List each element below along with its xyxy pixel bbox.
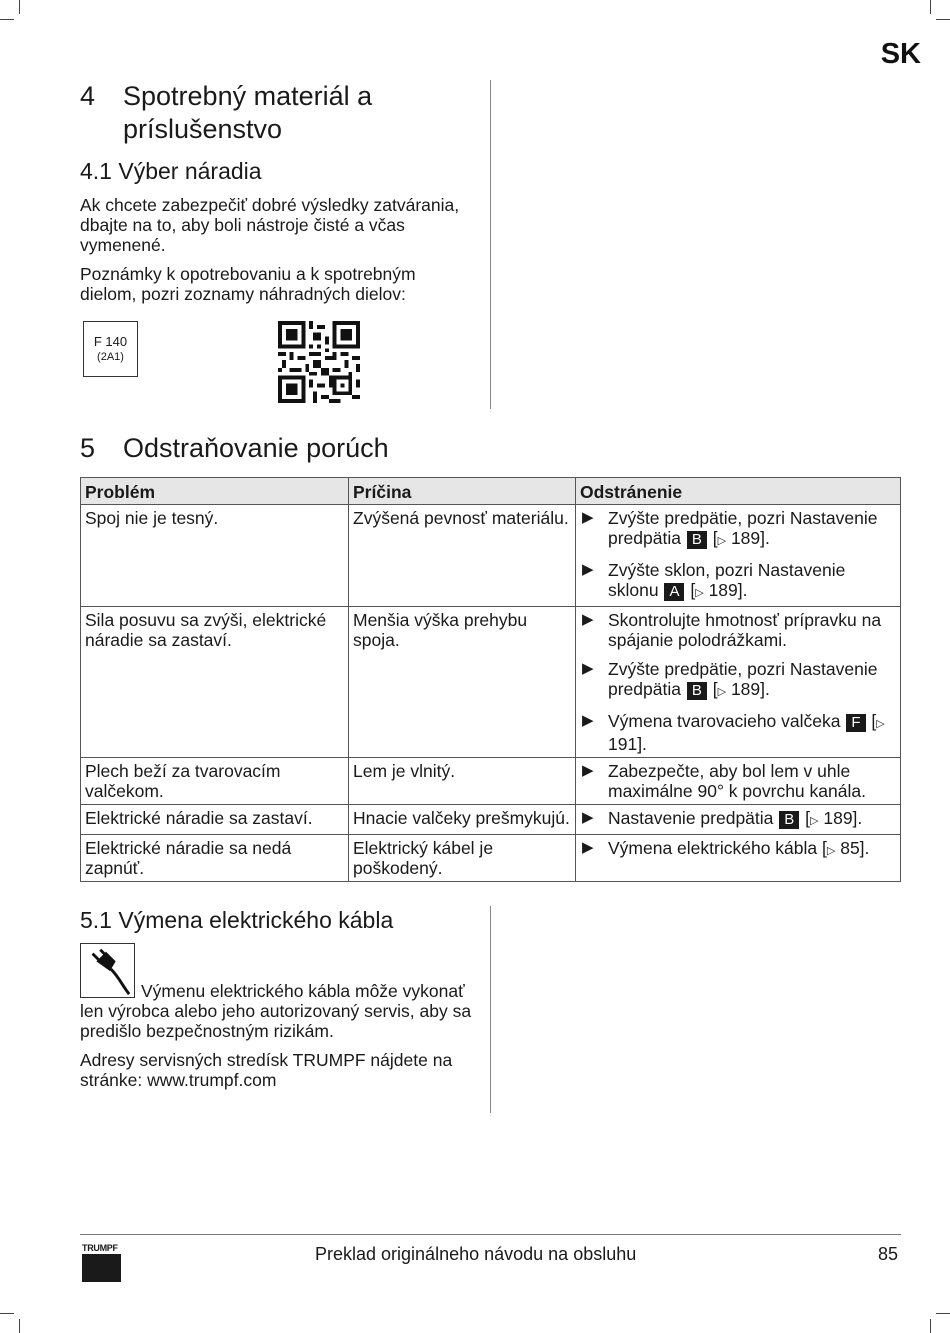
paragraph: Adresy servisných stredísk TRUMPF nájdete na stránke: www.trumpf.com	[80, 1050, 453, 1090]
column-header: Odstránenie	[576, 478, 901, 505]
logo-block	[82, 1254, 121, 1282]
remedy-item	[580, 610, 897, 650]
remedy-text: Nastavenie predpätia	[608, 808, 774, 828]
bullet-arrow-icon: ▶	[582, 611, 594, 628]
subsection-number: 5.1	[80, 907, 112, 933]
logo-text: TRUMPF	[82, 1243, 118, 1253]
table-header-row	[81, 478, 901, 505]
bullet-arrow-icon: ▶	[582, 660, 594, 677]
page-link-icon: ▷	[695, 587, 704, 599]
remedy-cell	[576, 607, 901, 758]
bullet-arrow-icon: ▶	[582, 809, 594, 826]
page-link-icon: ▷	[876, 718, 885, 730]
table-row	[81, 607, 901, 758]
page-reference-link[interactable]: 85].	[840, 838, 870, 858]
bullet-arrow-icon: ▶	[582, 839, 594, 856]
problem-cell: Plech beží za tvarovacím valčekom.	[81, 758, 349, 805]
table-row	[81, 505, 901, 607]
bullet-arrow-icon: ▶	[582, 762, 594, 779]
page-link-icon: ▷	[826, 845, 836, 857]
page-link-icon: ▷	[810, 815, 819, 827]
figure-reference-badge: B	[687, 682, 707, 700]
remedy-item: ▶ Nastavenie predpätia B [▷ 189].	[580, 808, 897, 831]
figure-reference-badge: A	[664, 583, 684, 601]
plug-icon	[80, 943, 135, 998]
remedy-text: Zvýšte sklon, pozri Nastavenie sklonu	[608, 560, 846, 600]
remedy-cell	[576, 505, 901, 607]
remedy-cell	[576, 758, 901, 805]
table-row	[81, 758, 901, 805]
subsection-title: Výmena elektrického kábla	[118, 907, 394, 933]
figure-reference-badge: B	[687, 531, 707, 549]
page-link-icon: ▷	[717, 535, 727, 547]
page-reference-link[interactable]: 189].	[708, 580, 748, 600]
section-title: Odstraňovanie porúch	[123, 433, 389, 463]
trumpf-logo	[82, 1243, 121, 1282]
cause-cell: Elektrický kábel je poškodený.	[349, 835, 576, 882]
remedy-item: ▶ Výmena elektrického kábla [▷ 85].	[580, 838, 897, 861]
bullet-arrow-icon: ▶	[582, 712, 594, 729]
remedy-cell	[576, 835, 901, 882]
subsection-5-1-heading	[80, 906, 475, 934]
page-reference-link[interactable]: 191].	[608, 734, 647, 754]
problem-cell: Elektrické náradie sa zastaví.	[81, 805, 349, 835]
subsection-4-1-heading	[80, 157, 475, 185]
remedy-item: ▶ Výmena tvarovacieho valčeka F [▷ 191].	[582, 711, 885, 754]
problem-cell: Sila posuvu sa zvýši, elektrické náradie sa zastaví.	[81, 607, 349, 758]
bullet-arrow-icon: ▶	[582, 561, 594, 578]
column-header: Problém	[81, 478, 349, 505]
cause-cell: Hnacie valčeky prešmykujú.	[349, 805, 576, 835]
language-code: SK	[880, 38, 921, 70]
remedy-text: Výmena elektrického kábla	[608, 838, 818, 858]
remedy-text: Zabezpečte, aby bol lem v uhle maximálne 90° k povrchu kanála.	[608, 761, 866, 801]
remedy-cell	[576, 805, 901, 835]
qr-code-icon	[278, 321, 360, 403]
figure-reference-badge: B	[779, 811, 799, 829]
part-code: (2A1)	[97, 351, 124, 363]
table-row	[81, 805, 901, 835]
page-reference-link[interactable]: 189].	[730, 679, 770, 699]
remedy-item: ▶ Zvýšte predpätie, pozri Nastavenie predpätia B [▷ 189].	[580, 659, 897, 702]
section-5	[80, 432, 680, 465]
column-divider	[490, 80, 491, 409]
page-reference-link[interactable]: 189].	[730, 528, 770, 548]
remedy-item: ▶ Zvýšte predpätie, pozri Nastavenie predpätia B [▷ 189].	[580, 508, 897, 551]
page-reference-link[interactable]: 189].	[823, 808, 863, 828]
problem-cell: Spoj nie je tesný.	[81, 505, 349, 607]
section-title: Spotrebný materiál a príslušenstvo	[123, 81, 373, 144]
footer-rule	[80, 1234, 901, 1235]
remedy-item	[580, 761, 897, 801]
remedy-text: Zvýšte predpätie, pozri Nastavenie predpätia	[608, 508, 878, 548]
remedy-text: Výmena tvarovacieho valčeka	[608, 711, 841, 731]
troubleshooting-table	[80, 477, 901, 882]
cause-cell: Zvýšená pevnosť materiálu.	[349, 505, 576, 607]
remedy-text: Skontrolujte hmotnosť prípravku na spájanie polodrážkami.	[608, 610, 882, 650]
table-row	[81, 835, 901, 882]
figure-reference-badge: F	[846, 714, 865, 732]
section-number: 5	[80, 433, 96, 463]
remedy-item: ▶ Zvýšte sklon, pozri Nastavenie sklonu A [▷ 189].	[580, 560, 897, 603]
part-number: F 140	[93, 334, 128, 349]
paragraph: Ak chcete zabezpečiť dobré výsledky zatvárania, dbajte na to, aby boli nástroje čisté a včas vymenené.	[80, 195, 460, 255]
section-4-heading	[80, 80, 475, 146]
section-5-heading	[80, 432, 680, 465]
section-5-1	[80, 906, 475, 1090]
paragraph: Výmenu elektrického kábla môže vykonať len výrobca alebo jeho autorizovaný servis, aby sa predišlo bezpečnostným rizikám.	[80, 981, 472, 1041]
paragraph: Poznámky k opotrebovaniu a k spotrebným dielom, pozri zoznamy náhradných dielov:	[80, 264, 416, 304]
bullet-arrow-icon: ▶	[582, 509, 594, 526]
column-divider	[490, 906, 491, 1113]
subsection-title: Výber náradia	[118, 158, 262, 184]
subsection-number: 4.1	[80, 158, 112, 184]
page-link-icon: ▷	[717, 686, 727, 698]
spare-part-box	[83, 321, 138, 377]
remedy-text: Zvýšte predpätie, pozri Nastavenie predpätia	[608, 659, 878, 699]
cause-cell: Menšia výška prehybu spoja.	[349, 607, 576, 758]
footer-text: Preklad originálneho návodu na obsluhu	[315, 1244, 637, 1264]
section-4	[80, 80, 475, 304]
cause-cell: Lem je vlnitý.	[349, 758, 576, 805]
page-number: 85	[877, 1244, 898, 1264]
problem-cell: Elektrické náradie sa nedá zapnúť.	[81, 835, 349, 882]
section-number: 4	[80, 81, 96, 111]
column-header: Príčina	[349, 478, 576, 505]
